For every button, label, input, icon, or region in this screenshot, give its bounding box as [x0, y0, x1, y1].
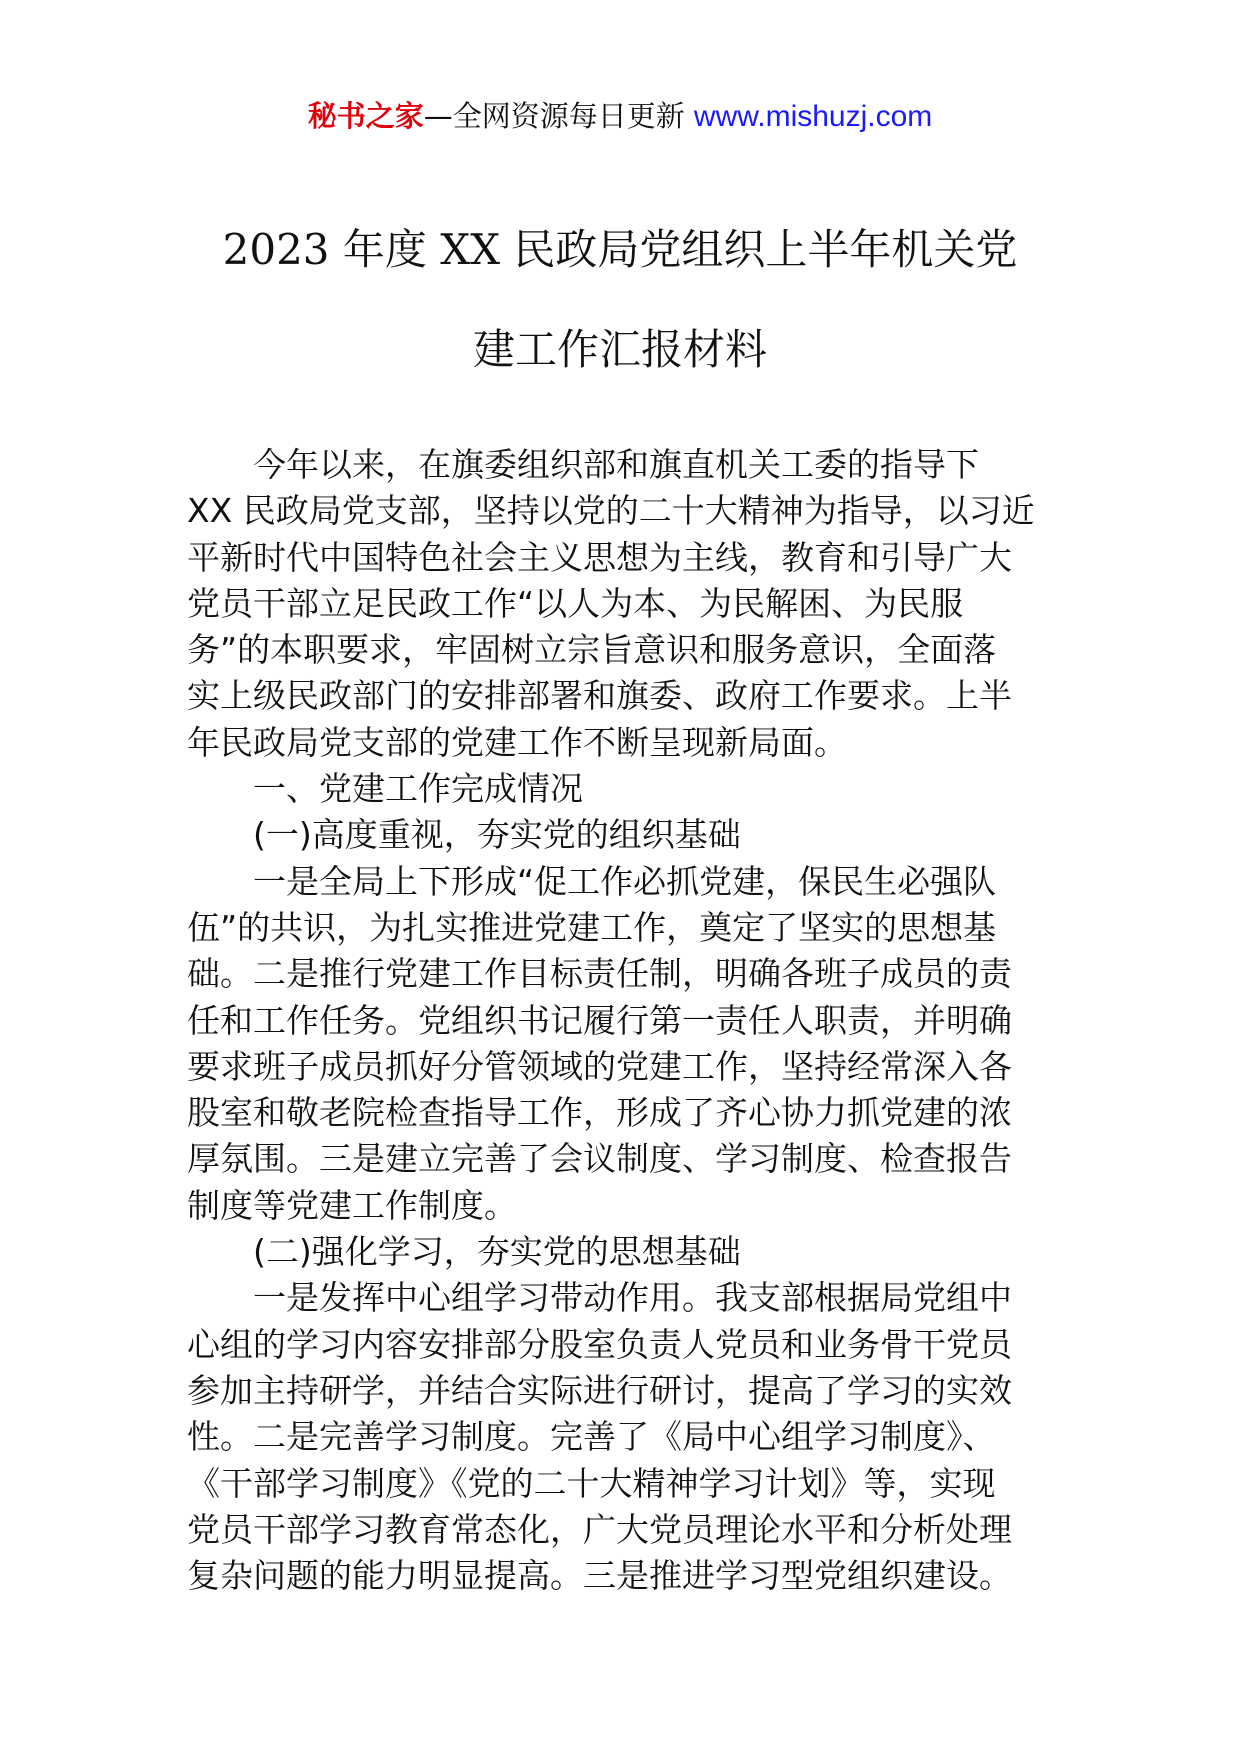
text-line: 党员干部学习教育常态化，广大党员理论水平和分析处理	[187, 1509, 1012, 1549]
text-line: 复杂问题的能力明显提高。三是推进学习型党组织建设。	[187, 1556, 1012, 1596]
site-tagline: —全网资源每日更新	[423, 99, 694, 133]
site-header	[0, 96, 1240, 137]
text-line: XX 民政局党支部，坚持以党的二十大精神为指导，以习近	[187, 491, 1035, 531]
title-line: 建工作汇报材料	[472, 325, 767, 374]
text-line: (二)强化学习，夯实党的思想基础	[253, 1232, 741, 1272]
text-line: 性。二是完善学习制度。完善了《局中心组学习制度》、	[187, 1417, 996, 1457]
text-line: 平新时代中国特色社会主义思想为主线，教育和引导广大	[187, 537, 1012, 577]
text-line: 参加主持研学，并结合实际进行研讨，提高了学习的实效	[187, 1370, 1012, 1410]
text-line: 一是全局上下形成“促工作必抓党建，保民生必强队	[253, 861, 997, 901]
document-body	[187, 442, 1055, 1599]
text-line: 厚氛围。三是建立完善了会议制度、学习制度、检查报告	[187, 1139, 1012, 1179]
text-line: 实上级民政部门的安排部署和旗委、政府工作要求。上半	[187, 676, 1012, 716]
section-heading	[187, 766, 1055, 812]
title-line: 2023 年度 XX 民政局党组织上半年机关党	[222, 225, 1018, 274]
text-line: 任和工作任务。党组织书记履行第一责任人职责，并明确	[187, 1000, 1012, 1040]
paragraph-organization	[187, 859, 1055, 1229]
text-line: 础。二是推行党建工作目标责任制，明确各班子成员的责	[187, 954, 1012, 994]
site-url-link[interactable]: www.mishuzj.com	[693, 100, 933, 133]
text-line: 党员干部立足民政工作“以人为本、为民解困、为民服	[187, 583, 964, 623]
text-line: 《干部学习制度》《党的二十大精神学习计划》等，实现	[187, 1463, 996, 1503]
subsection-heading	[187, 1229, 1055, 1275]
text-line: 一是发挥中心组学习带动作用。我支部根据局党组中	[253, 1278, 1012, 1318]
text-line: 务”的本职要求，牢固树立宗旨意识和服务意识，全面落	[187, 630, 997, 670]
text-line: 心组的学习内容安排部分股室负责人党员和业务骨干党员	[187, 1324, 1012, 1364]
text-line: 今年以来，在旗委组织部和旗直机关工委的指导下	[253, 445, 979, 484]
text-line: 一、党建工作完成情况	[253, 769, 583, 809]
paragraph-study	[187, 1275, 1055, 1599]
text-line: 年民政局党支部的党建工作不断呈现新局面。	[187, 722, 847, 762]
text-line: 制度等党建工作制度。	[187, 1185, 517, 1225]
document-title	[150, 200, 1090, 400]
text-line: 伍”的共识，为扎实推进党建工作，奠定了坚实的思想基	[187, 907, 997, 947]
site-brand: 秘书之家	[307, 99, 424, 133]
text-line: 要求班子成员抓好分管领域的党建工作，坚持经常深入各	[187, 1046, 1012, 1086]
subsection-heading	[187, 812, 1055, 858]
paragraph-intro	[187, 442, 1055, 766]
text-line: 股室和敬老院检查指导工作，形成了齐心协力抓党建的浓	[187, 1093, 1012, 1133]
text-line: (一)高度重视，夯实党的组织基础	[253, 815, 741, 855]
